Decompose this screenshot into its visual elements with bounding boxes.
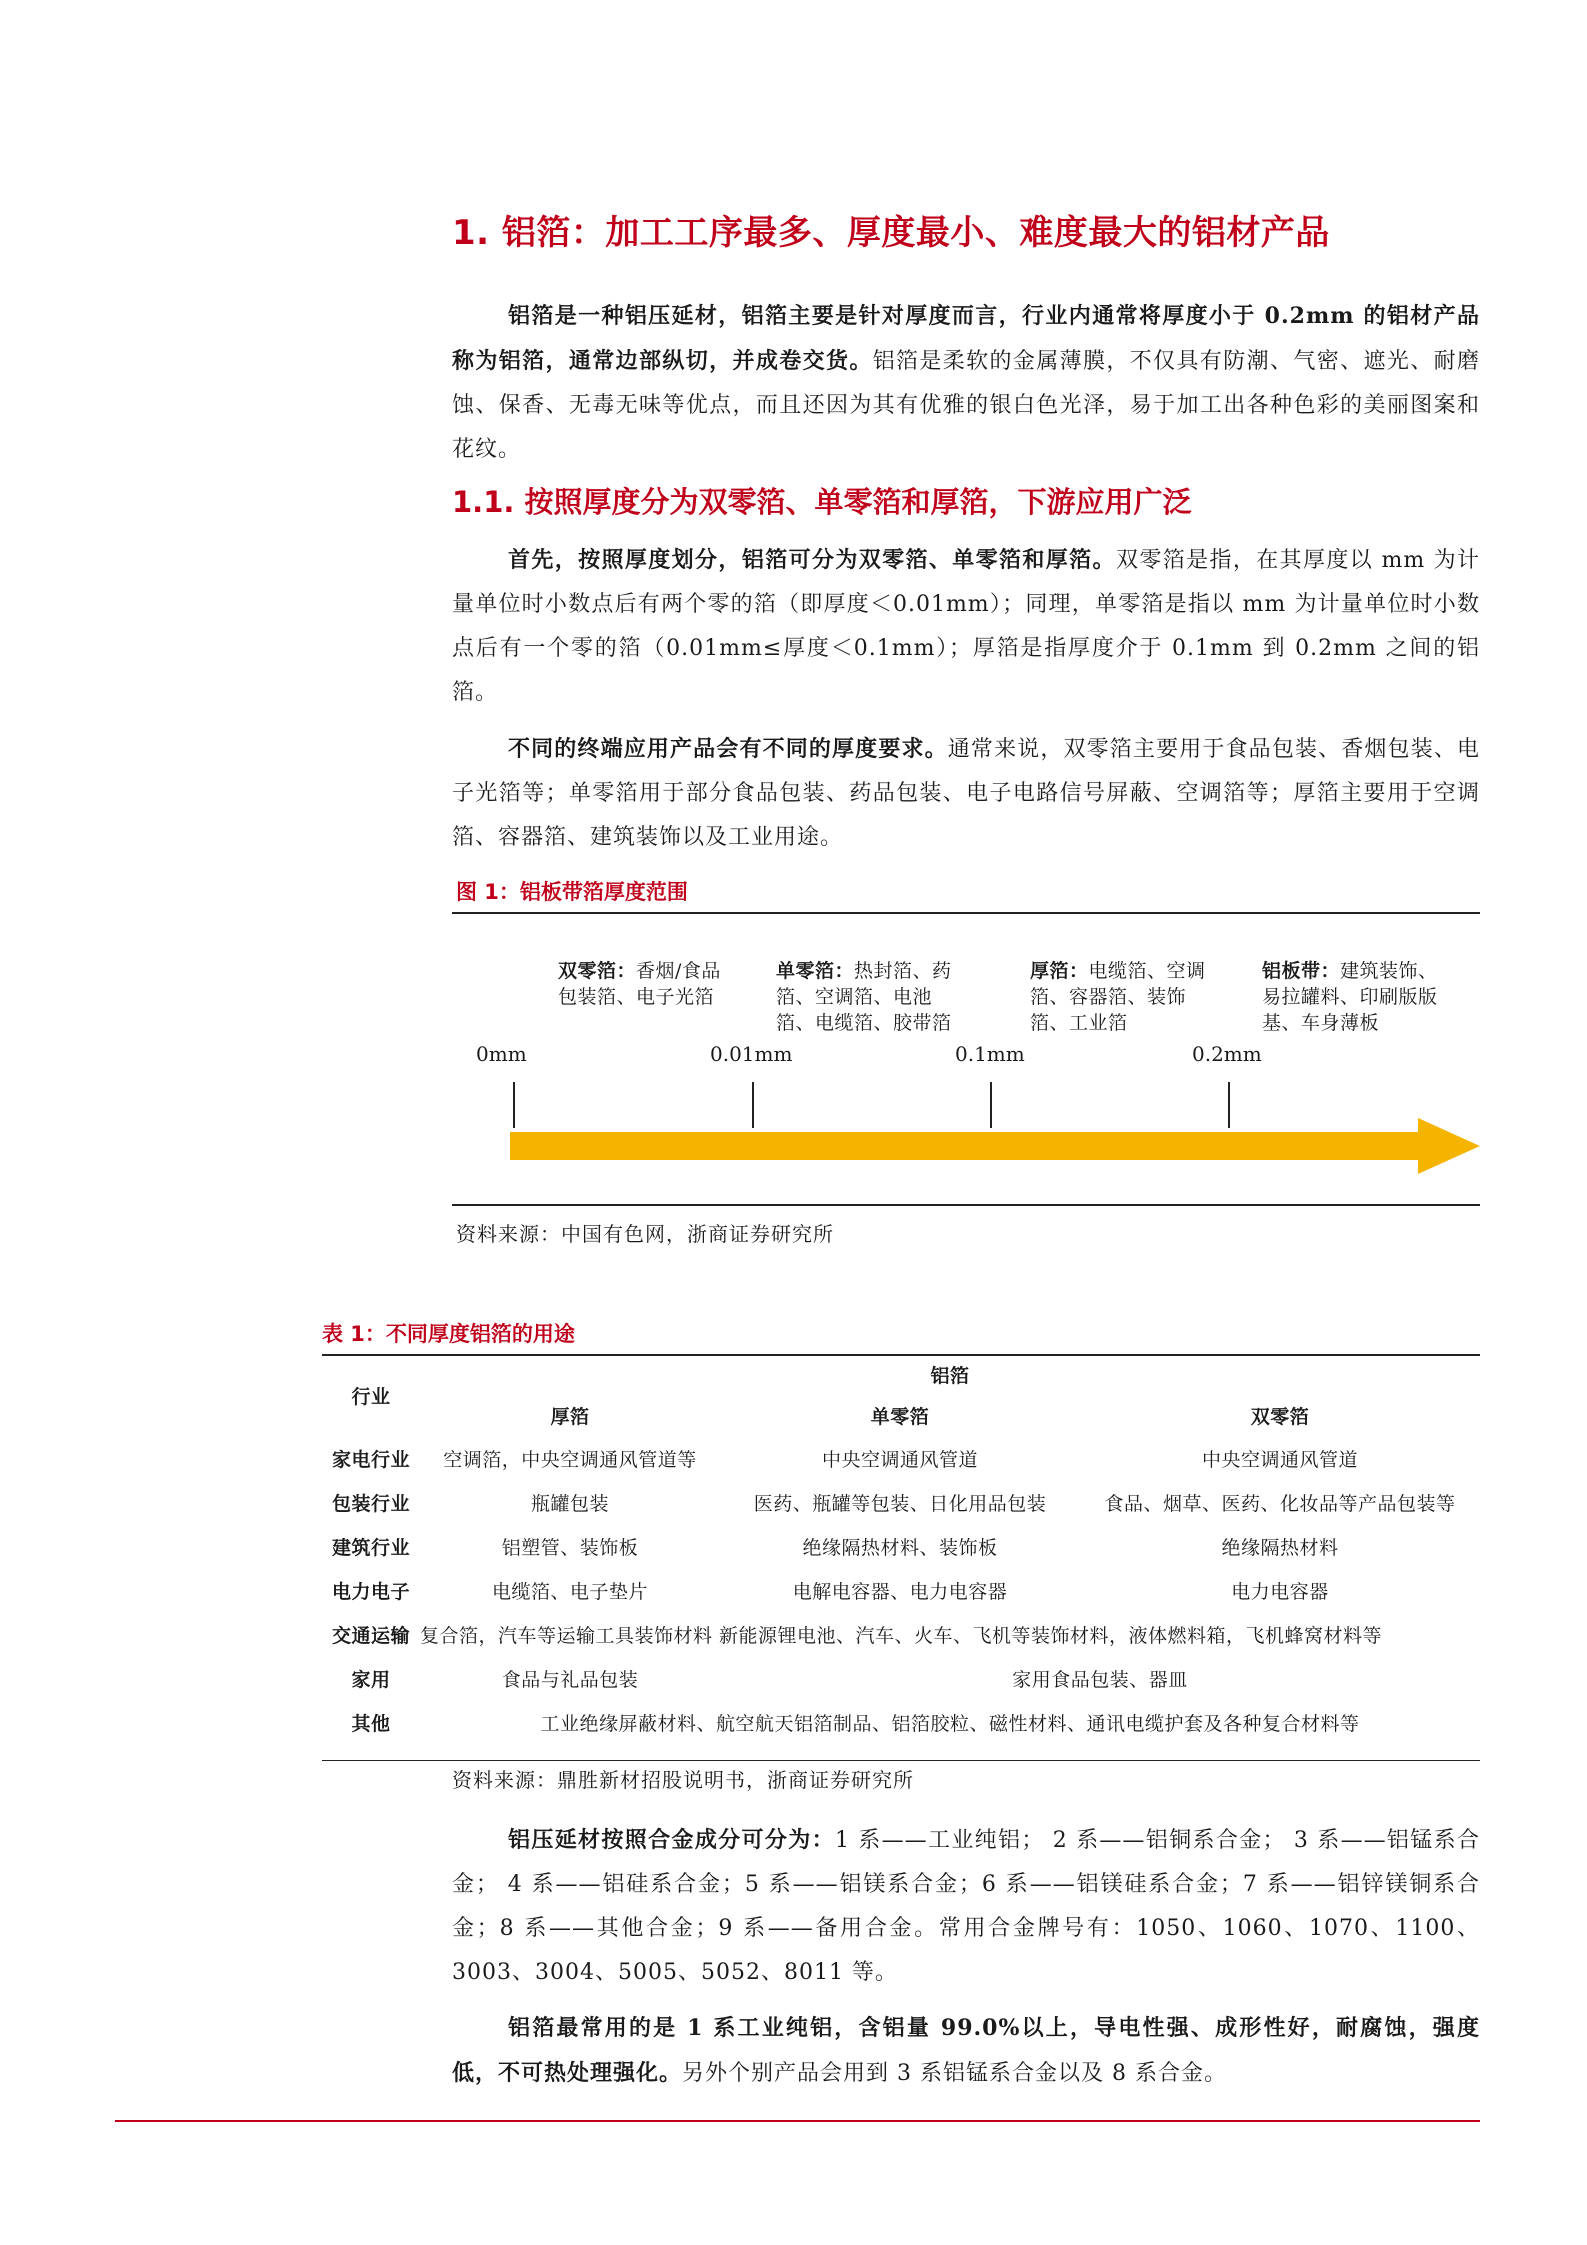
cell-double: 绝缘隔热材料 xyxy=(1221,1536,1339,1559)
row-industry: 电力电子 xyxy=(331,1580,410,1603)
segment-desc: 电缆箔、空调箔、容器箔、装饰箔、工业箔 xyxy=(1030,960,1206,1034)
intro-bold-text: 铝箔是一种铝压延材，铝箔主要是针对厚度而言，行业内通常将厚度小于 0.2mm 的铝材产品称为铝箔，通常边部纵切，并成卷交货。 xyxy=(452,303,1480,374)
segment-label-thick xyxy=(1030,958,1210,1036)
cell-thick: 空调箔，中央空调通风管道等 xyxy=(443,1448,697,1471)
header-industry: 行业 xyxy=(351,1385,391,1408)
table-row xyxy=(322,1700,1480,1744)
cell-thick: 瓶罐包装 xyxy=(530,1492,609,1515)
row-industry: 交通运输 xyxy=(331,1624,410,1647)
common-bold-text: 铝箔最常用的是 1 系工业纯铝，含铝量 99.0%以上，导电性强、成形性好，耐腐蚀，强度低，不可热处理强化。 xyxy=(452,2015,1480,2086)
cell-other: 工业绝缘屏蔽材料、航空航天铝箔制品、铝箔胶粒、磁性材料、通讯电缆护套及各种复合材料等 xyxy=(540,1712,1360,1735)
segment-label-double-zero xyxy=(558,958,738,1010)
row-industry: 家电行业 xyxy=(331,1448,410,1471)
thickness-text: 双零箔是指，在其厚度以 mm 为计量单位时小数点后有两个零的箔（即厚度＜0.01mm）；同理，单零箔是指以 mm 为计量单位时小数点后有一个零的箔（0.01mm≤厚度＜0.1mm）；厚箔是指厚度介于 0.1mm 到 0.2mm 之间的铝箔。 xyxy=(452,548,1480,705)
figure-title: 图 1：铝板带箔厚度范围 xyxy=(456,880,688,904)
footer-rule xyxy=(115,2120,1480,2122)
alloy-paragraph xyxy=(452,1818,1480,1995)
usage-table xyxy=(322,1354,1480,1744)
cell-single: 中央空调通风管道 xyxy=(821,1448,978,1471)
figure-bottom-rule xyxy=(452,1204,1480,1206)
segment-label-single-zero xyxy=(776,958,956,1036)
tick-label-01mm: 0.1mm xyxy=(955,1042,1025,1066)
application-bold-text: 不同的终端应用产品会有不同的厚度要求。 xyxy=(508,736,948,762)
intro-text: 铝箔是柔软的金属薄膜，不仅具有防潮、气密、遮光、耐磨蚀、保香、无毒无味等优点，而且还因为其有优雅的银白色光泽，易于加工出各种色彩的美丽图案和花纹。 xyxy=(452,349,1480,462)
cell-thick: 食品与礼品包装 xyxy=(501,1668,639,1691)
figure-top-rule xyxy=(452,912,1480,914)
tick-label-001mm: 0.01mm xyxy=(710,1042,793,1066)
table-title: 表 1：不同厚度铝箔的用途 xyxy=(322,1322,575,1346)
application-text: 通常来说，双零箔主要用于食品包装、香烟包装、电子光箔等；单零箔用于部分食品包装、药品包装、电子电路信号屏蔽、空调箔等；厚箔主要用于空调箔、容器箔、建筑装饰以及工业用途。 xyxy=(452,737,1480,850)
tick-label-02mm: 0.2mm xyxy=(1192,1042,1262,1066)
segment-desc: 香烟/食品包装箔、电子光箔 xyxy=(558,960,721,1008)
table-bottom-rule xyxy=(322,1760,1480,1761)
subsection-heading: 1.1. 按照厚度分为双零箔、单零箔和厚箔，下游应用广泛 xyxy=(452,485,1192,519)
alloy-bold-text: 铝压延材按照合金成分可分为： xyxy=(508,1827,835,1853)
row-industry: 包装行业 xyxy=(331,1492,410,1515)
table-source: 资料来源：鼎胜新材招股说明书，浙商证券研究所 xyxy=(452,1768,914,1792)
table-row xyxy=(322,1612,1480,1656)
application-paragraph xyxy=(452,727,1480,860)
segment-name: 双零箔： xyxy=(558,960,637,982)
cell-home-rest: 家用食品包装、器皿 xyxy=(1012,1668,1188,1691)
intro-paragraph xyxy=(452,294,1480,472)
thickness-paragraph xyxy=(452,538,1480,715)
cell-single: 医药、瓶罐等包装、日化用品包装 xyxy=(753,1492,1047,1515)
section-heading: 1. 铝箔：加工工序最多、厚度最小、难度最大的铝材产品 xyxy=(452,213,1330,253)
alloy-text: 1 系——工业纯铝； 2 系——铝铜系合金； 3 系——铝锰系合金； 4 系——铝硅系合金；5 系——铝镁系合金；6 系——铝镁硅系合金；7 系——铝锌镁铜系合金；8 系——其他合金；9 系——备用合金。常用合金牌号有：1050、1060、1070、1100、3003、3004、5005、5052、8011 等。 xyxy=(452,1828,1480,1985)
table-row xyxy=(322,1480,1480,1524)
figure-source: 资料来源：中国有色网，浙商证券研究所 xyxy=(456,1222,834,1246)
cell-single: 电解电容器、电力电容器 xyxy=(792,1580,1008,1603)
thickness-arrow xyxy=(510,1118,1482,1174)
header-thick-foil: 厚箔 xyxy=(550,1405,590,1428)
header-double-zero-foil: 双零箔 xyxy=(1250,1405,1310,1428)
row-industry: 建筑行业 xyxy=(331,1536,410,1559)
segment-name: 单零箔： xyxy=(776,960,855,982)
cell-single: 绝缘隔热材料、装饰板 xyxy=(802,1536,998,1559)
tick-label-0mm: 0mm xyxy=(476,1042,527,1066)
table-row xyxy=(322,1524,1480,1568)
common-text: 另外个别产品会用到 3 系铝锰系合金以及 8 系合金。 xyxy=(682,2061,1227,2086)
segment-desc: 热封箔、药箔、空调箔、电池箔、电缆箔、胶带箔 xyxy=(776,960,952,1034)
table-header-row xyxy=(322,1354,1480,1394)
cell-thick: 铝塑管、装饰板 xyxy=(501,1536,639,1559)
cell-transport: 复合箔，汽车等运输工具装饰材料 新能源锂电池、汽车、火车、飞机等装饰材料，液体燃料箱，飞机蜂窝材料等 xyxy=(420,1624,1383,1647)
common-alloy-paragraph xyxy=(452,2006,1480,2096)
thickness-bold-text: 首先，按照厚度划分，铝箔可分为双零箔、单零箔和厚箔。 xyxy=(508,547,1116,573)
table-row xyxy=(322,1436,1480,1480)
row-industry: 其他 xyxy=(351,1712,391,1735)
header-single-zero-foil: 单零箔 xyxy=(870,1405,930,1428)
arrow-shape xyxy=(510,1118,1480,1174)
row-industry: 家用 xyxy=(351,1668,391,1691)
table-row xyxy=(322,1656,1480,1700)
header-foil-group: 铝箔 xyxy=(930,1364,970,1387)
table-row xyxy=(322,1568,1480,1612)
cell-double: 电力电容器 xyxy=(1231,1580,1329,1603)
cell-thick: 电缆箔、电子垫片 xyxy=(491,1580,648,1603)
cell-double: 食品、烟草、医药、化妆品等产品包装等 xyxy=(1104,1492,1456,1515)
segment-desc: 建筑装饰、易拉罐料、印刷版版基、车身薄板 xyxy=(1262,960,1438,1034)
cell-double: 中央空调通风管道 xyxy=(1201,1448,1358,1471)
table-subheader-row xyxy=(322,1394,1480,1436)
segment-name: 铝板带： xyxy=(1262,960,1341,982)
segment-label-plate-strip xyxy=(1262,958,1442,1036)
segment-name: 厚箔： xyxy=(1030,960,1089,982)
